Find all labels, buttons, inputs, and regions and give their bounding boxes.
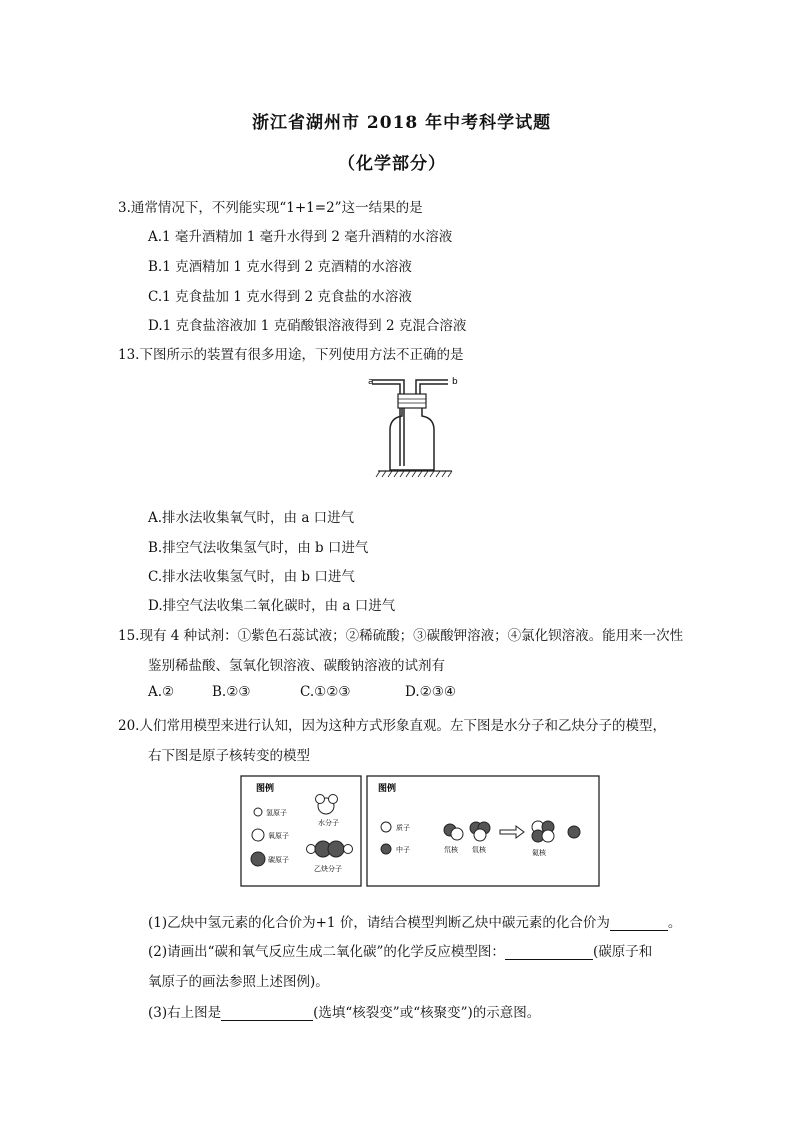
- q13-option-b: B.排空气法收集氢气时，由 b 口进气: [148, 540, 369, 556]
- acetylene-label: 乙炔分子: [314, 865, 342, 873]
- legend-h-atom: 氢原子: [266, 809, 287, 817]
- answer-blank-3[interactable]: [221, 1006, 313, 1021]
- q15-option-b: B.②③: [212, 684, 251, 700]
- q20-sub1: [148, 911, 681, 931]
- legend-proton: 质子: [396, 824, 410, 832]
- q20-sub2-end: (碳原子和: [592, 944, 653, 960]
- nuclear-model-figure: [366, 775, 600, 887]
- page-title: 浙江省湖州市 2018 年中考科学试题: [252, 113, 552, 133]
- q3-option-a: A.1 毫升酒精加 1 毫升水得到 2 毫升酒精的水溶液: [148, 229, 453, 245]
- q20-stem-line2: 右下图是原子核转变的模型: [148, 748, 310, 764]
- q20-sub2: [148, 940, 652, 960]
- q20-sub1-end: 。: [667, 915, 682, 931]
- deuterium-label: 氘核: [444, 846, 458, 854]
- q20-sub3-text: (3)右上图是: [148, 1005, 222, 1021]
- legend-o-atom: 氧原子: [268, 832, 289, 840]
- q3-option-d: D.1 克食盐溶液加 1 克硝酸银溶液得到 2 克混合溶液: [148, 318, 467, 334]
- q13-option-c: C.排水法收集氢气时，由 b 口进气: [148, 569, 355, 585]
- answer-blank-2[interactable]: [505, 945, 593, 960]
- oxygen-atom-icon: [252, 829, 264, 841]
- right-legend-title: 图例: [378, 784, 397, 794]
- neutron-icon: [381, 844, 391, 854]
- gas-bottle-figure: [360, 370, 480, 485]
- q15-option-c: C.①②③: [300, 684, 351, 700]
- q20-sub1-text: (1)乙炔中氢元素的化合价为+1 价，请结合模型判断乙炔中碳元素的化合价为: [148, 915, 610, 931]
- q3-option-c: C.1 克食盐加 1 克水得到 2 克食盐的水溶液: [148, 289, 412, 305]
- hydrogen-atom-icon: [254, 808, 262, 816]
- legend-neutron: 中子: [396, 846, 410, 854]
- free-neutron-icon: [568, 826, 580, 838]
- q20-sub3-end: (选填“核裂变”或“核聚变”)的示意图。: [313, 1005, 541, 1021]
- q13-stem: 13.下图所示的装置有很多用途，下列使用方法不正确的是: [118, 347, 464, 363]
- q13-option-d: D.排空气法收集二氧化碳时，由 a 口进气: [148, 598, 396, 614]
- q15-stem-line1: 15.现有 4 种试剂：①紫色石蕊试液；②稀硫酸；③碳酸钾溶液；④氯化钡溶液。能用来一次性: [118, 628, 684, 644]
- tritium-label: 氚核: [472, 846, 486, 854]
- q15-option-d: D.②③④: [405, 684, 456, 700]
- page-subtitle: （化学部分）: [338, 154, 446, 174]
- q3-stem: 3.通常情况下，不列能实现“1+1=2”这一结果的是: [118, 200, 423, 216]
- left-legend-title: 图例: [256, 784, 275, 794]
- q15-stem-line2: 鉴别稀盐酸、氢氧化钡溶液、碳酸钠溶液的试剂有: [148, 658, 445, 674]
- q15-option-a: A.②: [148, 684, 175, 700]
- molecule-model-figure: [240, 775, 362, 887]
- label-b: b: [452, 377, 458, 387]
- answer-blank-1[interactable]: [610, 916, 668, 931]
- q20-stem-line1: 20.人们常用模型来进行认知，因为这种方式形象直观。左下图是水分子和乙炔分子的模型，: [118, 718, 666, 734]
- legend-c-atom: 碳原子: [268, 856, 289, 864]
- helium-label: 氦核: [532, 849, 546, 857]
- q3-option-b: B.1 克酒精加 1 克水得到 2 克酒精的水溶液: [148, 259, 412, 275]
- q20-sub2-text: (2)请画出“碳和氧气反应生成二氧化碳”的化学反应模型图：: [148, 944, 505, 960]
- q20-sub3: [148, 1001, 540, 1021]
- label-a: a: [368, 377, 374, 387]
- carbon-atom-icon: [251, 852, 265, 866]
- q20-sub2-line2: 氧原子的画法参照上述图例)。: [148, 974, 329, 990]
- water-label: 水分子: [318, 819, 339, 827]
- q13-option-a: A.排水法收集氧气时，由 a 口进气: [148, 510, 355, 526]
- proton-icon: [381, 822, 391, 832]
